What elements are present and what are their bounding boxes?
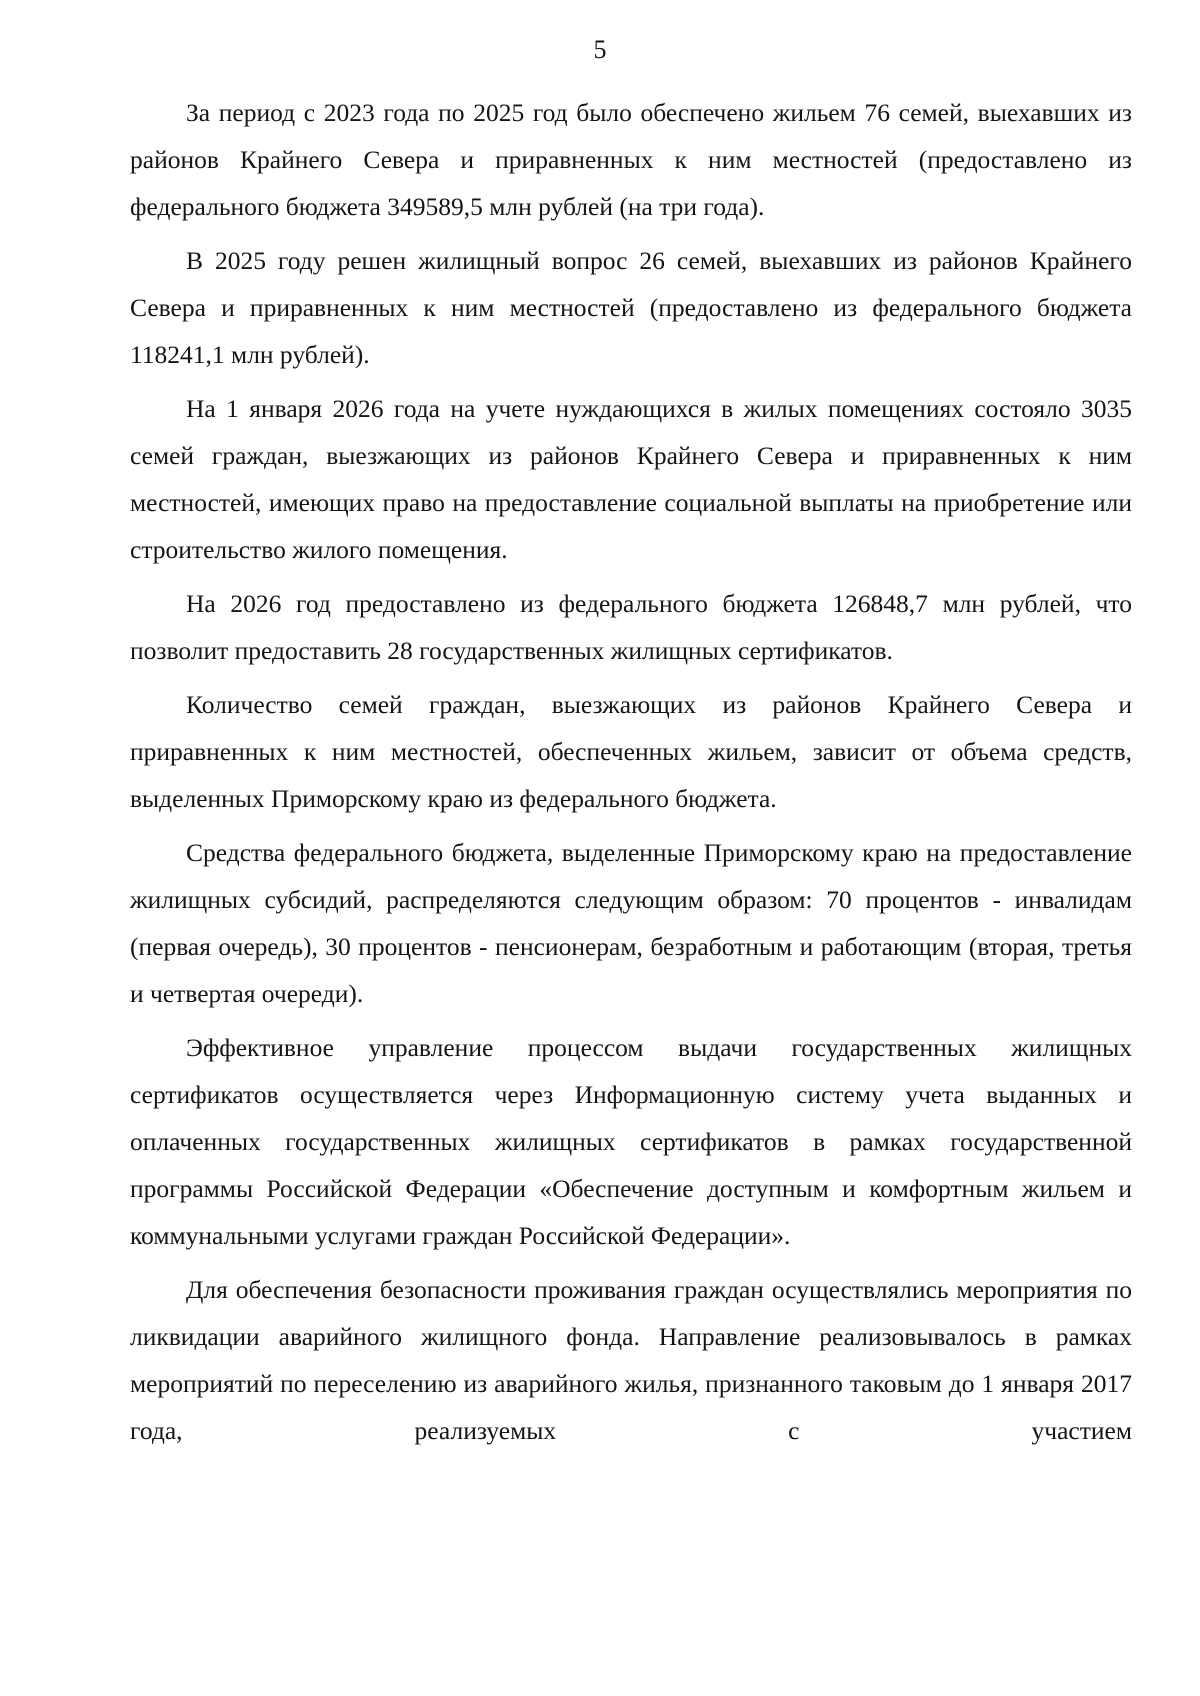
- paragraph-housing-2025: В 2025 году решен жилищный вопрос 26 семей, выехавших из районов Крайнего Севера и приравненных к ним местностей (предоставлено из федерального бюджета 118241,1 млн рублей).: [130, 246, 1132, 369]
- paragraph-waiting-list-2026: На 1 января 2026 года на учете нуждающихся в жилых помещениях состояло 3035 семей граждан, выезжающих из районов Крайнего Севера и приравненных к ним местностей, имеющих право на предоставление социальной выплаты на приобретение или строительство жилого помещения.: [130, 394, 1132, 564]
- page-number: 5: [593, 35, 607, 64]
- document-body: [130, 89, 1132, 1461]
- paragraph-housing-2023-2025: За период с 2023 года по 2025 год было обеспечено жильем 76 семей, выехавших из районов Крайнего Севера и приравненных к ним местностей (предоставлено из федерального бюджета 349589,5 млн рублей (на три года).: [130, 98, 1132, 221]
- paragraph-budget-2026: На 2026 год предоставлено из федерального бюджета 126848,7 млн рублей, что позволит предоставить 28 государственных жилищных сертификатов.: [130, 589, 1132, 665]
- paragraph-information-system: Эффективное управление процессом выдачи государственных жилищных сертификатов осуществляется через Информационную систему учета выданных и оплаченных государственных жилищных сертификатов в рамках государственной программы Российской Федерации «Обеспечение доступным и комфортным жильем и коммунальными услугами граждан Российской Федерации».: [130, 1033, 1132, 1250]
- paragraph-families-count: Количество семей граждан, выезжающих из районов Крайнего Севера и приравненных к ним местностей, обеспеченных жильем, зависит от объема средств, выделенных Приморскому краю из федерального бюджета.: [130, 690, 1132, 813]
- paragraph-subsidy-distribution: Средства федерального бюджета, выделенные Приморскому краю на предоставление жилищных субсидий, распределяются следующим образом: 70 процентов - инвалидам (первая очередь), 30 процентов - пенсионерам, безработным и работающим (вторая, третья и четвертая очереди).: [130, 838, 1132, 1008]
- paragraph-emergency-housing: Для обеспечения безопасности проживания граждан осуществлялись мероприятия по ликвидации аварийного жилищного фонда. Направление реализовывалось в рамках мероприятий по переселению из аварийного жилья, признанного таковым до 1 января 2017 года, реализуемых с участием: [130, 1275, 1132, 1445]
